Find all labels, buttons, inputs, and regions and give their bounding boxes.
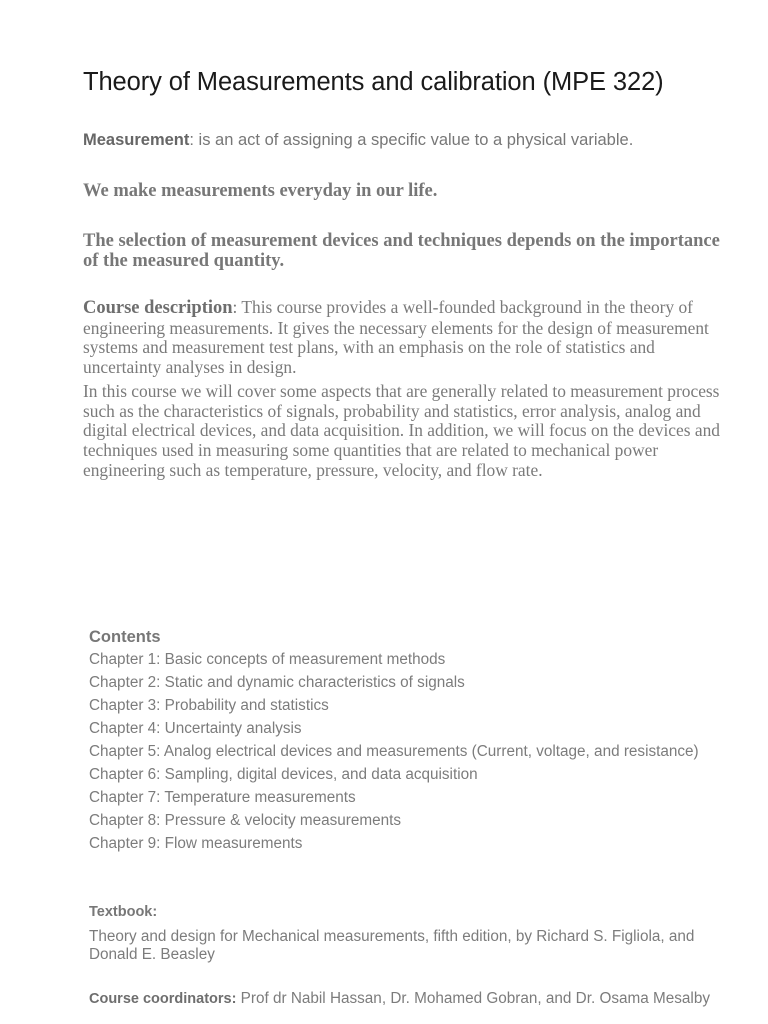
coordinators-label: Course coordinators: (89, 991, 237, 1007)
chapter-item: Chapter 9: Flow measurements (89, 835, 303, 852)
definition-text: : is an act of assigning a specific value to a physical variable. (189, 131, 634, 149)
measurement-definition (83, 131, 633, 150)
chapter-item: Chapter 2: Static and dynamic characteristics of signals (89, 674, 465, 691)
chapter-item: Chapter 1: Basic concepts of measurement methods (89, 651, 446, 668)
statement-everyday: We make measurements everyday in our life. (83, 181, 438, 201)
chapter-item: Chapter 5: Analog electrical devices and measurements (Current, voltage, and resistance) (89, 743, 699, 760)
chapter-item: Chapter 3: Probability and statistics (89, 697, 329, 714)
chapter-item: Chapter 8: Pressure & velocity measurements (89, 812, 402, 829)
chapter-item: Chapter 7: Temperature measurements (89, 789, 356, 806)
textbook-text: Theory and design for Mechanical measurements, fifth edition, by Richard S. Figliola, and Donald E. Beasley (89, 928, 695, 963)
course-description-label: Course description (83, 298, 233, 318)
coordinators-text: Prof dr Nabil Hassan, Dr. Mohamed Gobran, and Dr. Osama Mesalby (236, 990, 710, 1007)
page-title: Theory of Measurements and calibration (MPE 322) (83, 68, 664, 96)
course-coordinators (89, 990, 739, 1008)
contents-heading: Contents (89, 628, 161, 646)
course-description-text: : This course provides a well-founded background in the theory of engineering measurements. It gives the necessary elements for the design of measurement systems and measurement test plans, with an emphasis on the role of statistics and uncertainty analyses in design. (83, 297, 709, 378)
definition-term: Measurement (83, 131, 190, 149)
chapter-item: Chapter 4: Uncertainty analysis (89, 720, 302, 737)
textbook-label: Textbook: (89, 904, 158, 920)
chapter-item: Chapter 6: Sampling, digital devices, and data acquisition (89, 766, 478, 783)
course-scope-paragraph: In this course we will cover some aspects that are generally related to measurement process such as the characteristics of signals, probability and statistics, error analysis, analog and digital electrical devices, and data acquisition. In addition, we will focus on the devices and techniques used in measuring some quantities that are related to mechanical power engineering such as temperature, pressure, velocity, and flow rate. (83, 381, 720, 480)
course-description (83, 298, 733, 378)
contents-section (89, 628, 739, 858)
statement-selection: The selection of measurement devices and techniques depends on the importance of the measured quantity. (83, 231, 720, 271)
